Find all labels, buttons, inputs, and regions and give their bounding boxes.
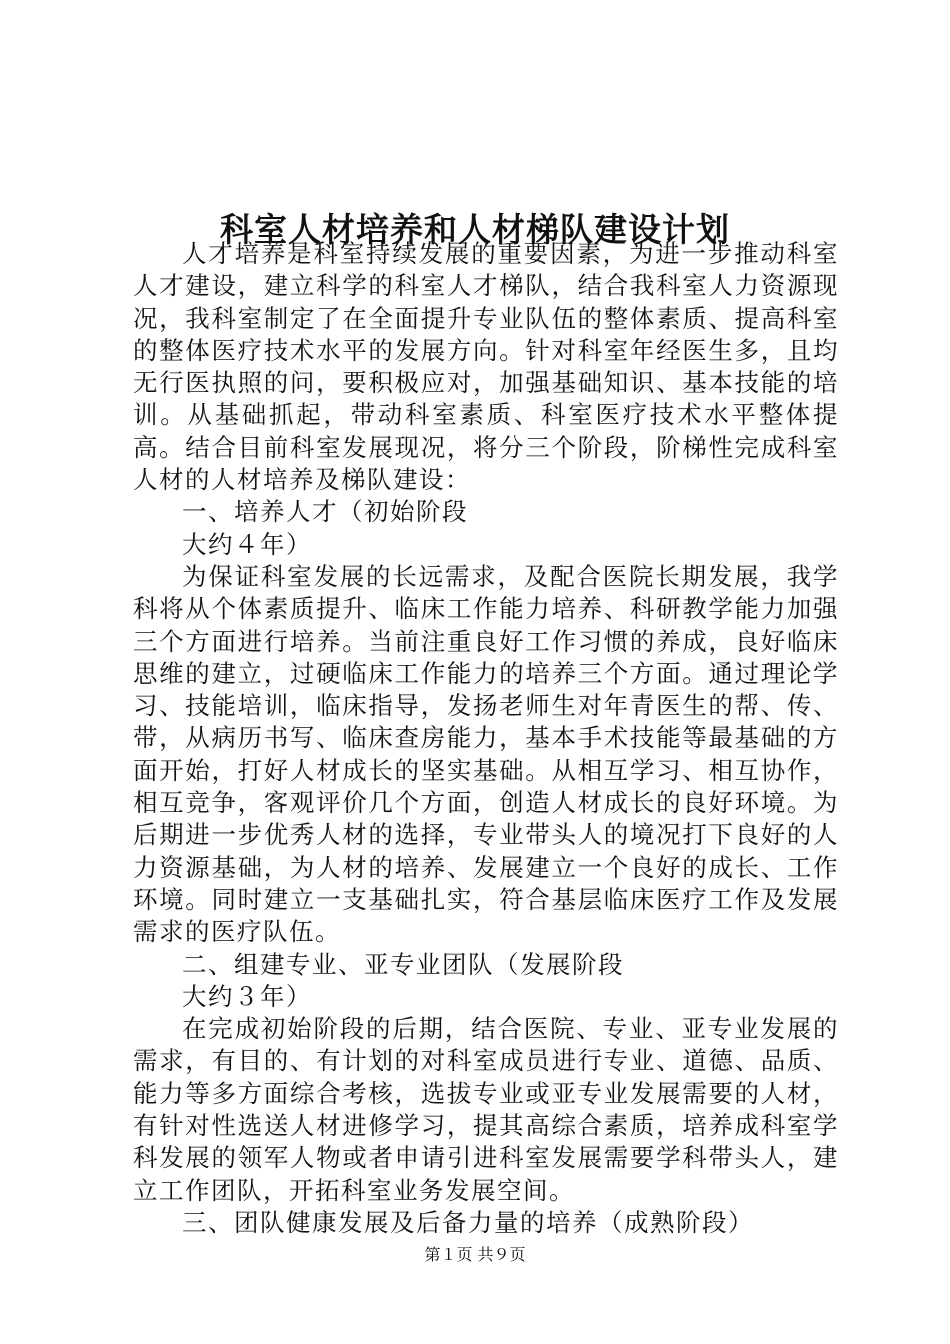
section-2-heading: 二、组建专业、亚专业团队（发展阶段 [182,949,624,979]
document-body [133,238,839,1239]
section-1-paragraph: 为保证科室发展的长远需求，及配合医院长期发展，我学科将从个体素质提升、临床工作能力培养、科研教学能力加强三个方面进行培养。当前注重良好工作习惯的养成，良好临床思维的建立，过硬临床工作能力的培养三个方面。通过理论学习、技能培训，临床指导，发扬老师生对年青医生的帮、传、带，从病历书写、临床查房能力，基本手术技能等最基础的方面开始，打好人材成长的坚实基础。从相互学习、相互协作，相互竞争，客观评价几个方面，创造人材成长的良好环境。为后期进一步优秀人材的选择，专业带头人的境况打下良好的人力资源基础，为人材的培养、发展建立一个良好的成长、工作环境。同时建立一支基础扎实，符合基层临床医疗工作及发展需求的医疗队伍。 [133,561,839,947]
section-3-heading: 三、团队健康发展及后备力量的培养（成熟阶段） [182,1207,754,1237]
intro-paragraph: 人才培养是科室持续发展的重要因素，为进一步推动科室人才建设，建立科学的科室人才梯队，结合我科室人力资源现况，我科室制定了在全面提升专业队伍的整体素质、提高科室的整体医疗技术水平的发展方向。针对科室年经医生多，且均无行医执照的问，要积极应对，加强基础知识、基本技能的培训。从基础抓起，带动科室素质、科室医疗技术水平整体提高。结合目前科室发展现况，将分三个阶段，阶梯性完成科室人材的人材培养及梯队建设： [133,239,839,495]
section-2-paragraph: 在完成初始阶段的后期，结合医院、专业、亚专业发展的需求，有目的、有计划的对科室成员进行专业、道德、品质、能力等多方面综合考核，选拔专业或亚专业发展需要的人材，有针对性选送人材进修学习，提其高综合素质，培养成科室学科发展的领军人物或者申请引进科室发展需要学科带头人，建立工作团队，开拓科室业务发展空间。 [133,1014,839,1205]
document-title: 科室人材培养和人材梯队建设计划 [220,210,730,250]
section-1-heading: 一、培养人才（初始阶段 [182,497,468,527]
page-number-footer: 第１页 共９页 [424,1245,526,1264]
section-1-duration: 大约４年） [182,529,312,559]
section-2-duration: 大约３年） [182,981,312,1011]
